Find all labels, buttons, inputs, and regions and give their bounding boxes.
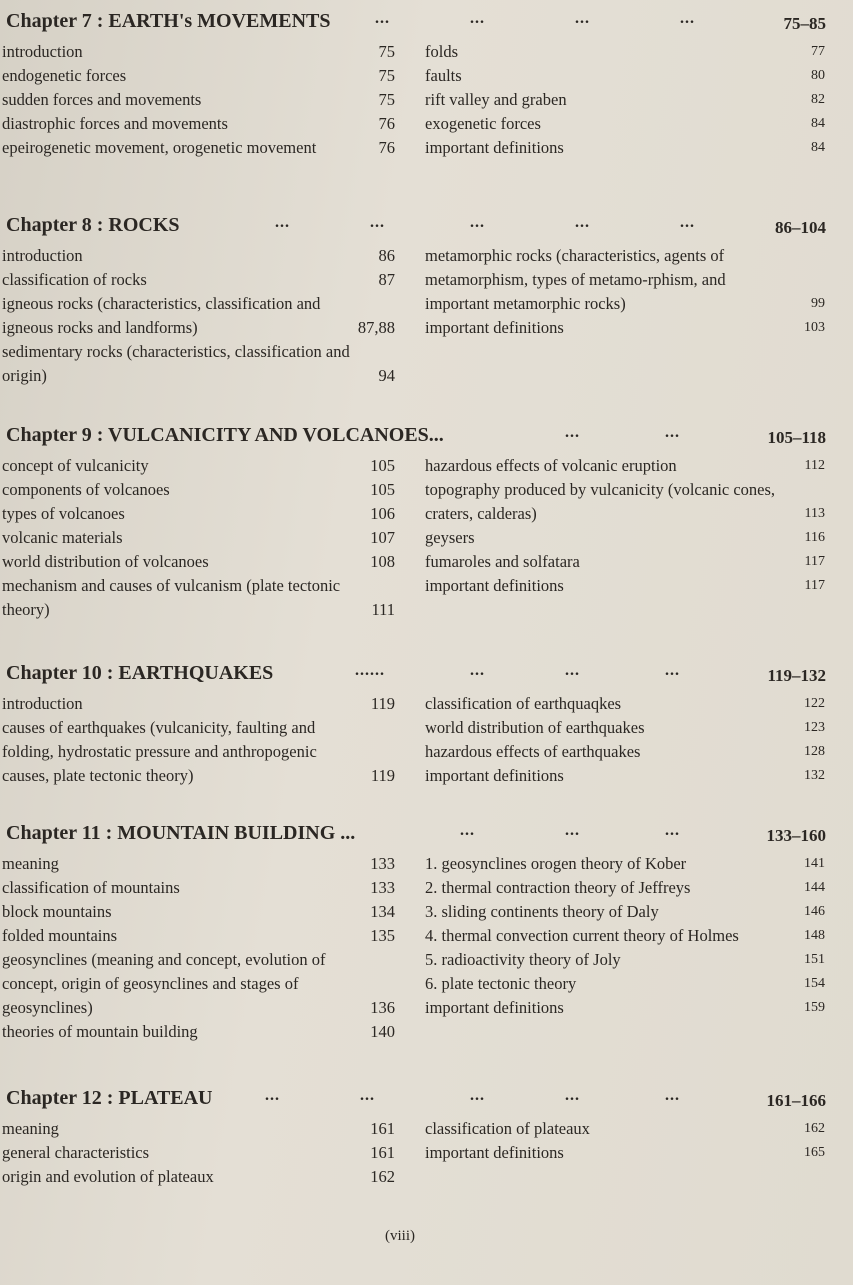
entry-title: 6. plate tectonic theory [425,974,577,993]
entry-page: 75 [378,90,395,109]
toc-entry [0,692,395,716]
toc-entry [425,112,825,136]
toc-entry [0,244,395,268]
chapter-title: Chapter 9 : VULCANICITY AND VOLCANOES... [6,424,444,446]
toc-entry [0,526,395,550]
leader-dots: ... [575,10,590,27]
left-column [0,454,395,622]
entry-title: world distribution of volcanoes [2,552,209,571]
entry-title: 5. radioactivity theory of Joly [425,950,621,969]
toc-entry [0,454,395,478]
toc-entry [425,574,825,598]
entry-page: 133 [370,878,395,897]
chapter-entries [0,244,830,388]
toc-entry [425,716,825,740]
entry-page: 75 [378,66,395,85]
entry-title: hazardous effects of volcanic eruption [425,456,677,475]
right-column [425,244,825,388]
chapter-entries [0,852,830,1044]
right-column [425,40,825,160]
entry-title: igneous rocks (characteristics, classification and igneous rocks and landforms) [2,294,321,337]
entry-page: 159 [804,1000,825,1015]
chapter-page-range: 105–118 [767,428,826,447]
toc-entry [0,924,395,948]
entry-title: 4. thermal convection current theory of Holmes [425,926,739,945]
chapter-heading [0,6,830,40]
entry-title: folded mountains [2,926,118,945]
left-column [0,40,395,160]
toc-entry [0,876,395,900]
entry-title: rift valley and graben [425,90,567,109]
entry-title: important definitions [425,1143,564,1162]
toc-entry [425,244,825,316]
leader-dots: ... [470,662,485,679]
chapter-section [0,658,830,788]
toc-entry [0,1020,395,1044]
toc-entry [0,716,395,788]
leader-dots: ... [275,214,290,231]
chapter-page-range: 75–85 [783,14,826,33]
leader-dots: ... [360,1087,375,1104]
entry-title: geysers [425,528,475,547]
toc-entry [425,764,825,788]
entry-page: 108 [370,552,395,571]
entry-page: 106 [370,504,395,523]
entry-title: types of volcanoes [2,504,125,523]
toc-entry [425,740,825,764]
toc-entry [425,136,825,160]
toc-entry [0,268,395,292]
entry-page: 148 [804,928,825,943]
leader-dots: ... [680,214,695,231]
entry-page: 162 [804,1121,825,1136]
entry-page: 103 [804,320,825,335]
entry-page: 144 [804,880,825,895]
entry-title: classification of plateaux [425,1119,590,1138]
entry-page: 107 [370,528,395,547]
entry-page: 136 [370,998,395,1017]
leader-dots: ... [470,10,485,27]
entry-page: 86 [378,246,395,265]
entry-page: 128 [804,744,825,759]
entry-title: important definitions [425,766,564,785]
chapter-section [0,420,830,622]
toc-entry [0,340,395,388]
entry-page: 165 [804,1145,825,1160]
entry-title: sedimentary rocks (characteristics, classification and origin) [2,342,350,385]
toc-entry [425,924,825,948]
entry-page: 111 [371,600,395,619]
leader-dots: ... [665,662,680,679]
toc-entry [0,550,395,574]
entry-page: 161 [370,1143,395,1162]
entry-page: 161 [370,1119,395,1138]
entry-title: meaning [2,1119,59,1138]
entry-title: origin and evolution of plateaux [2,1167,214,1186]
leader-dots: ... [665,822,680,839]
toc-entry [425,1141,825,1165]
toc-entry [0,574,395,622]
chapter-heading [0,210,830,244]
toc-entry [425,88,825,112]
entry-title: general characteristics [2,1143,150,1162]
entry-title: 2. thermal contraction theory of Jeffreys [425,878,691,897]
entry-page: 146 [804,904,825,919]
toc-entry [0,1165,395,1189]
chapter-heading [0,420,830,454]
entry-title: classification of mountains [2,878,180,897]
toc-entry [425,526,825,550]
entry-page: 77 [811,44,825,59]
chapter-heading [0,658,830,692]
entry-title: diastrophic forces and movements [2,114,228,133]
toc-entry [425,550,825,574]
entry-page: 135 [370,926,395,945]
entry-page: 134 [370,902,395,921]
chapter-title: Chapter 11 : MOUNTAIN BUILDING ... [6,822,356,844]
entry-page: 133 [370,854,395,873]
chapter-page-range: 161–166 [766,1091,826,1110]
entry-page: 119 [370,694,395,713]
chapter-section [0,1083,830,1189]
chapter-title: Chapter 8 : ROCKS [6,214,180,236]
entry-title: introduction [2,694,83,713]
entry-title: introduction [2,42,83,61]
toc-entry [0,112,395,136]
entry-page: 113 [804,506,825,521]
chapter-section [0,210,830,388]
chapter-heading [0,1083,830,1117]
leader-dots: ... [575,214,590,231]
entry-page: 117 [804,554,825,569]
chapter-title: Chapter 10 : EARTHQUAKES [6,662,274,684]
entry-title: important definitions [425,138,564,157]
entry-title: epeirogenetic movement, orogenetic movement [2,138,317,157]
entry-title: folds [425,42,458,61]
toc-entry [0,1117,395,1141]
chapter-page-range: 86–104 [775,218,826,237]
left-column [0,244,395,388]
leader-dots: ... [665,424,680,441]
leader-dots: ... [470,1087,485,1104]
entry-title: block mountains [2,902,112,921]
chapter-heading [0,818,830,852]
toc-entry [0,852,395,876]
entry-page: 82 [811,92,825,107]
toc-entry [425,852,825,876]
entry-page: 117 [804,578,825,593]
entry-title: faults [425,66,462,85]
chapter-title: Chapter 12 : PLATEAU [6,1087,213,1109]
entry-title: classification of earthquaqkes [425,694,622,713]
leader-dots: ... [265,1087,280,1104]
entry-page: 122 [804,696,825,711]
leader-dots: ... [565,424,580,441]
entry-title: hazardous effects of earthquakes [425,742,641,761]
chapter-entries [0,692,830,788]
left-column [0,1117,395,1189]
toc-entry [425,972,825,996]
entry-title: geosynclines (meaning and concept, evolution of concept, origin of geosynclines and stages of geosynclines) [2,950,326,1017]
left-column [0,692,395,788]
entry-title: fumaroles and solfatara [425,552,580,571]
toc-entry [0,88,395,112]
entry-title: causes of earthquakes (vulcanicity, faulting and folding, hydrostatic pressure and anthropogenic causes, plate tectonic theory) [2,718,317,785]
leader-dots: ... [665,1087,680,1104]
entry-page: 116 [804,530,825,545]
entry-page: 141 [804,856,825,871]
entry-page: 94 [378,366,395,385]
entry-title: classification of rocks [2,270,147,289]
entry-page: 87 [378,270,395,289]
entry-title: theories of mountain building [2,1022,198,1041]
entry-page: 132 [804,768,825,783]
entry-page: 75 [378,42,395,61]
entry-title: 3. sliding continents theory of Daly [425,902,659,921]
leader-dots: ... [370,214,385,231]
entry-title: exogenetic forces [425,114,541,133]
toc-entry [0,948,395,1020]
toc-entry [425,900,825,924]
leader-dots: ... [565,662,580,679]
entry-title: important definitions [425,576,564,595]
entry-page: 105 [370,456,395,475]
right-column [425,692,825,788]
entry-title: 1. geosynclines orogen theory of Kober [425,854,687,873]
entry-page: 80 [811,68,825,83]
left-column [0,852,395,1044]
entry-page: 87,88 [357,318,395,337]
entry-page: 84 [811,140,825,155]
toc-entry [425,692,825,716]
leader-dots: ... [680,10,695,27]
toc-entry [0,40,395,64]
entry-page: 154 [804,976,825,991]
entry-page: 84 [811,116,825,131]
entry-title: volcanic materials [2,528,123,547]
entry-title: important definitions [425,318,564,337]
entry-page: 151 [804,952,825,967]
entry-page: 76 [378,114,395,133]
chapter-entries [0,454,830,622]
chapter-page-range: 119–132 [767,666,826,685]
right-column [425,1117,825,1189]
toc-entry [0,292,395,340]
leader-dots: ... [565,822,580,839]
entry-title: mechanism and causes of vulcanism (plate tectonic theory) [2,576,341,619]
chapter-section [0,818,830,1044]
entry-page: 140 [370,1022,395,1041]
entry-page: 119 [370,766,395,785]
entry-page: 112 [804,458,825,473]
right-column [425,852,825,1044]
entry-title: important definitions [425,998,564,1017]
leader-dots: ... [375,10,390,27]
page-number: (viii) [385,1228,415,1244]
toc-entry [0,502,395,526]
entry-title: introduction [2,246,83,265]
leader-dots: ... [565,1087,580,1104]
entry-title: concept of vulcanicity [2,456,149,475]
toc-entry [425,478,825,526]
toc-entry [425,1117,825,1141]
entry-page: 105 [370,480,395,499]
entry-title: sudden forces and movements [2,90,202,109]
toc-entry [0,64,395,88]
leader-dots: ... [470,214,485,231]
entry-title: metamorphic rocks (characteristics, agents of metamorphism, types of metamo-rphism, and important metamorphic rocks) [425,246,726,313]
entry-title: world distribution of earthquakes [425,718,645,737]
chapter-entries [0,40,830,160]
toc-entry [0,900,395,924]
entry-page: 99 [811,296,825,311]
toc-entry [425,454,825,478]
entry-page: 76 [378,138,395,157]
toc-entry [0,136,395,160]
toc-entry [425,948,825,972]
entry-title: meaning [2,854,59,873]
toc-entry [425,316,825,340]
chapter-title: Chapter 7 : EARTH's MOVEMENTS [6,10,331,32]
entry-title: topography produced by vulcanicity (volcanic cones, craters, calderas) [425,480,776,523]
entry-title: components of volcanoes [2,480,170,499]
toc-entry [0,1141,395,1165]
chapter-entries [0,1117,830,1189]
toc-entry [425,876,825,900]
toc-entry [425,996,825,1020]
right-column [425,454,825,622]
entry-title: endogenetic forces [2,66,127,85]
toc-entry [425,40,825,64]
leader-dots: ...... [355,662,385,679]
leader-dots: ... [460,822,475,839]
entry-page: 162 [370,1167,395,1186]
chapter-page-range: 133–160 [766,826,826,845]
toc-entry [425,64,825,88]
chapter-section [0,6,830,160]
toc-entry [0,478,395,502]
entry-page: 123 [804,720,825,735]
